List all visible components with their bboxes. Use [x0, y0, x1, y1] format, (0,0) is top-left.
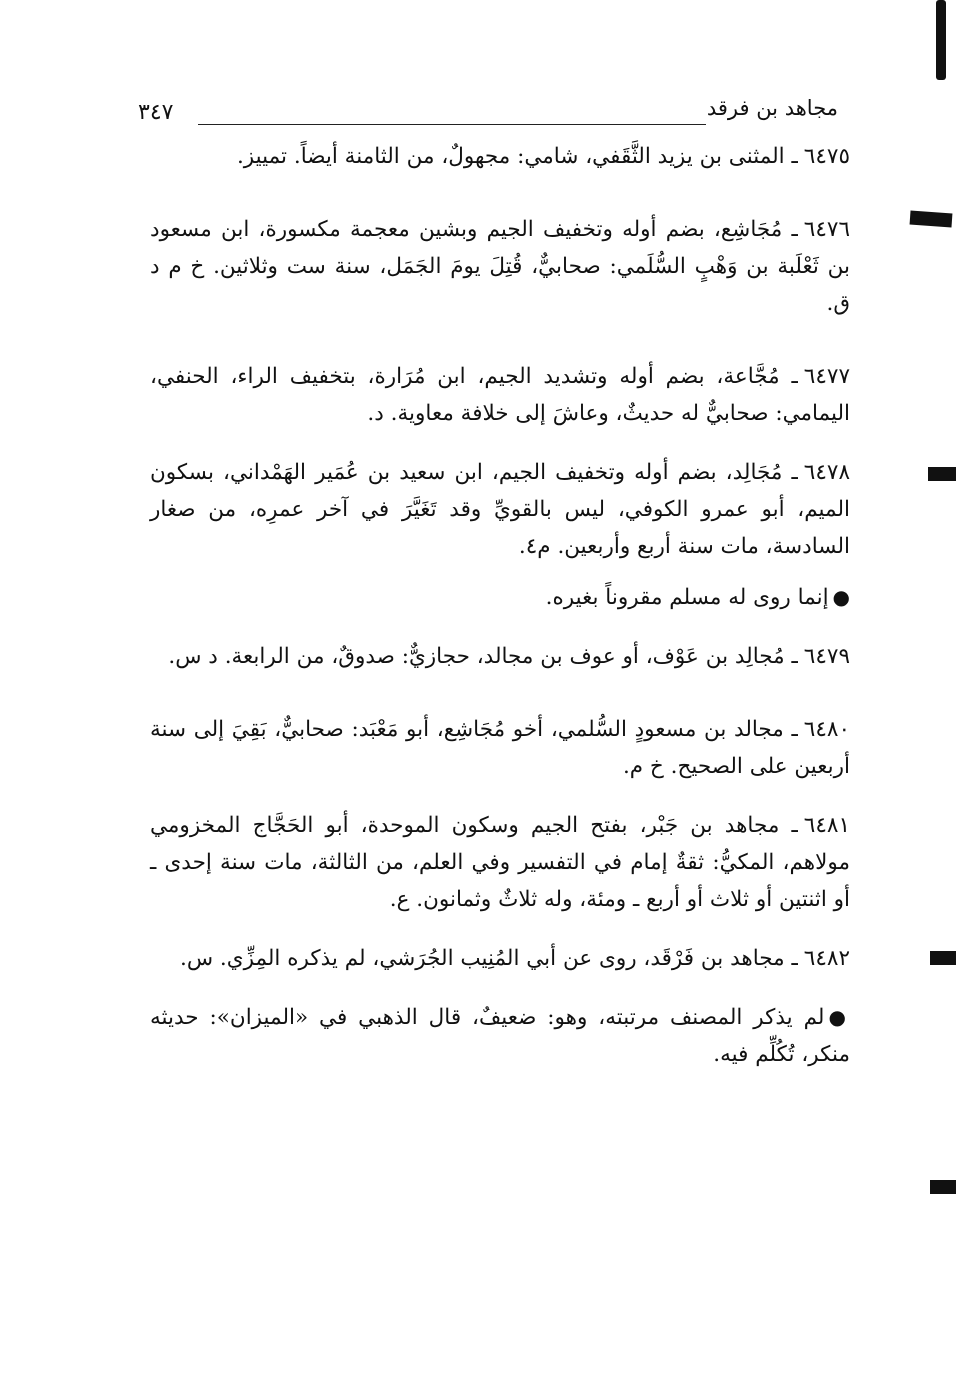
- entry-6481: [150, 807, 850, 918]
- entry-6480: [150, 711, 850, 785]
- header-rule: [198, 124, 706, 125]
- scan-edge-mark: [910, 211, 953, 228]
- entry-number: ٦٤٧٧: [803, 364, 850, 389]
- entry-text: ـ مُجَالِد، بضم أوله وتخفيف الجيم، ابن سعيد بن عُمَير الهَمْداني، بسكون الميم، أبو عمرو الكوفي، ليس بالقويِّ وقد تَغَيَّرَ في آخر عمرِه، من صغار السادسة، مات سنة أربع وأربعين. م٤.: [150, 460, 850, 559]
- entry-6477: [150, 358, 850, 432]
- entry-text: ـ مُجالِد بن عَوْف، أو عوف بن مجالد، حجازيٌّ: صدوقٌ، من الرابعة. د س.: [168, 644, 798, 669]
- entry-text: ـ مُجَّاعة، بضم أوله وتشديد الجيم، ابن مُرَارة، بتخفيف الراء، الحنفي، اليمامي: صحابيٌّ له حديثٌ، وعاشَ إلى خلافة معاوية. د.: [150, 364, 850, 426]
- entries-list: [150, 138, 850, 1073]
- editor-note: [150, 999, 850, 1073]
- entry-number: ٦٤٧٥: [803, 144, 850, 169]
- entry-6482: [150, 940, 850, 977]
- entry-text: ـ مُجَاشِع، بضم أوله وتخفيف الجيم وبشين معجمة مكسورة، ابن مسعود بن ثَعْلَبة بن وَهْبٍ السُّلَمي: صحابيٌّ، قُتِلَ يومَ الجَمَل، سنة ست وثلاثين. خ م د ق.: [150, 217, 850, 316]
- bullet-icon: ●: [828, 1005, 850, 1029]
- entry-number: ٦٤٨١: [803, 813, 850, 838]
- entry-number: ٦٤٧٦: [803, 217, 850, 242]
- page-header: [138, 94, 838, 130]
- entry-number: ٦٤٨٠: [803, 717, 850, 742]
- entry-6479: [150, 638, 850, 675]
- entry-text: ـ مجالد بن مسعودٍ السُّلمي، أخو مُجَاشِع، أبو مَعْبَد: صحابيٌّ، بَقِيَ إلى سنة أربعين على الصحيح. خ م.: [150, 717, 850, 779]
- running-title: مجاهد بن فرقد: [706, 96, 838, 120]
- scan-edge-mark: [936, 0, 946, 80]
- entry-number: ٦٤٧٩: [803, 644, 850, 669]
- note-text: لم يذكر المصنف مرتبته، وهو: ضعيفٌ، قال الذهبي في «الميزان»: حديثه منكر، تُكُلِّم فيه.: [150, 1005, 850, 1067]
- entry-6475: [150, 138, 850, 175]
- entry-6476: [150, 211, 850, 322]
- entry-text: ـ مجاهد بن جَبْر، بفتح الجيم وسكون الموحدة، أبو الحَجَّاج المخزومي مولاهم، المكيُّ: ثقةٌ إمام في التفسير وفي العلم، من الثالثة، مات سنة إحدى ـ أو اثنتين أو ثلاث أو أربع ـ ومئة، وله ثلاثٌ وثمانون. ع.: [150, 813, 850, 912]
- scan-edge-mark: [930, 951, 956, 965]
- scan-edge-mark: [930, 1180, 956, 1194]
- scan-edge-mark: [928, 467, 956, 481]
- note-text: إنما روى له مسلم مقروناً بغيره.: [545, 585, 829, 610]
- entry-6478: [150, 454, 850, 565]
- entry-number: ٦٤٨٢: [803, 946, 850, 971]
- entry-text: ـ المثنى بن يزيد الثَّقَفي، شامي: مجهولٌ، من الثامنة أيضاً. تمييز.: [236, 144, 798, 169]
- bullet-icon: ●: [832, 585, 850, 609]
- page-number: ٣٤٧: [138, 100, 174, 125]
- entry-number: ٦٤٧٨: [803, 460, 850, 485]
- entry-text: ـ مجاهد بن فَرْقَد، روى عن أبي المُنِيب الجُرَشي، لم يذكره المِزِّي. س.: [180, 946, 798, 971]
- editor-note: [150, 579, 850, 616]
